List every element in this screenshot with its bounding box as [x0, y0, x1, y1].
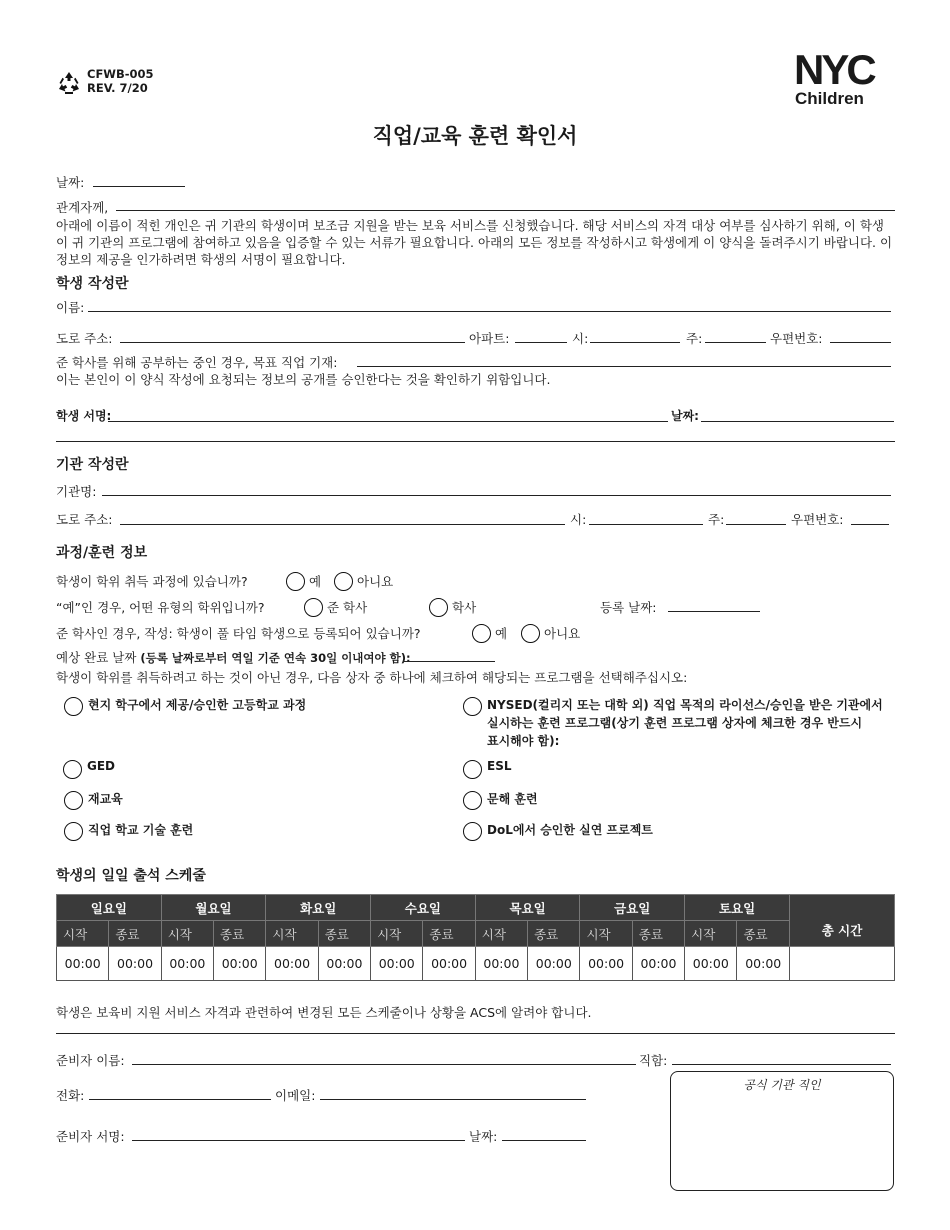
enroll-date-field[interactable]	[668, 611, 760, 612]
intro-paragraph: 아래에 이름이 적힌 개인은 귀 기관의 학생이며 보조금 지원을 받는 보육 서비스를 신청했습니다. 해당 서비스의 자격 대상 여부를 심사하기 위해, 이 학생이 귀 기관의 프로그램에 참여하고 있음을 입증할 수 있는 서류가 필요합니다. 아래의 모든 정보를 작성하시고 학생에게 이 양식을 돌려주시기 바랍니다. 이 정보의 제공을 인가하려면 학생의 서명이 필요합니다.	[56, 218, 893, 267]
recipient-field[interactable]	[116, 210, 895, 211]
schedule-notice: 학생은 보육비 지원 서비스 자격과 관련하여 변경된 모든 스케줄이나 상황을 ACS에 알려야 합니다.	[56, 1005, 592, 1020]
wednesday-start-time[interactable]: 00:00	[371, 947, 423, 981]
apt-label: 아파트:	[469, 331, 510, 346]
date-label: 날짜:	[56, 175, 85, 190]
total-hours-header: 총 시간	[790, 895, 895, 947]
email-label: 이메일:	[275, 1088, 316, 1103]
preparer-date-label: 날짜:	[469, 1129, 498, 1144]
program-highschool-radio[interactable]	[64, 697, 83, 716]
program-ged-radio[interactable]	[63, 760, 82, 779]
agency-name-field[interactable]	[102, 495, 891, 496]
student-name-field[interactable]	[88, 311, 891, 312]
wednesday-end-time[interactable]: 00:00	[423, 947, 475, 981]
student-zip-field[interactable]	[830, 342, 891, 343]
program-esl-radio[interactable]	[463, 760, 482, 779]
completion-note: (등록 날짜로부터 역일 기준 연속 30일 이내여야 함):	[140, 651, 411, 665]
program-retraining-radio[interactable]	[64, 791, 83, 810]
career-goal-label: 준 학사를 위해 공부하는 중인 경우, 목표 직업 기재:	[56, 355, 338, 370]
degree-no-radio[interactable]	[334, 572, 353, 591]
nyc-children-logo	[794, 46, 894, 110]
wednesday-start-header: 시작	[371, 921, 423, 947]
thursday-start-header: 시작	[475, 921, 527, 947]
program-nysed-radio[interactable]	[463, 697, 482, 716]
preparer-title-field[interactable]	[672, 1064, 891, 1065]
student-signature-field[interactable]	[108, 421, 668, 422]
program-nysed-label-1: NYSED(컬리지 또는 대학 외) 직업 목적의 라이선스/승인을 받은 기관에서	[487, 698, 883, 712]
student-state-label: 주:	[686, 331, 703, 346]
completion-date-label	[56, 648, 411, 666]
agency-state-label: 주:	[708, 512, 725, 527]
program-nysed-label-3: 표시해야 함):	[487, 734, 560, 748]
agency-city-label: 시:	[570, 512, 587, 527]
day-tuesday: 화요일	[266, 895, 371, 921]
degree-type-question: “예”인 경우, 어떤 유형의 학위입니까?	[56, 600, 265, 615]
total-hours-field[interactable]	[790, 947, 895, 981]
preparer-name-label: 준비자 이름:	[56, 1053, 125, 1068]
tuesday-start-header: 시작	[266, 921, 318, 947]
fulltime-no-radio[interactable]	[521, 624, 540, 643]
tuesday-start-time[interactable]: 00:00	[266, 947, 318, 981]
preparer-date-field[interactable]	[502, 1140, 586, 1141]
program-instruction: 학생이 학위를 취득하려고 하는 것이 아닌 경우, 다음 상자 중 하나에 체크하여 해당되는 프로그램을 선택해주십시오:	[56, 670, 688, 685]
preparer-signature-field[interactable]	[132, 1140, 465, 1141]
student-city-field[interactable]	[590, 342, 680, 343]
to-whom-label: 관계자께,	[56, 200, 109, 215]
fulltime-question: 준 학사인 경우, 작성: 학생이 풀 타임 학생으로 등록되어 있습니까?	[56, 626, 421, 641]
friday-end-time[interactable]: 00:00	[632, 947, 684, 981]
thursday-end-header: 종료	[528, 921, 580, 947]
program-retraining-label: 재교육	[88, 792, 123, 806]
student-city-label: 시:	[572, 331, 589, 346]
program-dol-radio[interactable]	[463, 822, 482, 841]
consent-text: 이는 본인이 이 양식 작성에 요청되는 정보의 공개를 승인한다는 것을 확인하기 위함입니다.	[56, 372, 551, 387]
saturday-end-time[interactable]: 00:00	[737, 947, 790, 981]
program-vocational-label: 직업 학교 기술 훈련	[88, 823, 194, 837]
program-nysed-label-2: 실시하는 훈련 프로그램(상기 훈련 프로그램 상자에 체크한 경우 반드시	[487, 716, 863, 730]
program-literacy-label: 문해 훈련	[487, 792, 538, 806]
recycle-icon	[56, 70, 82, 96]
degree-yes-label: 예	[309, 574, 322, 589]
program-vocational-radio[interactable]	[64, 822, 83, 841]
program-ged-label: GED	[87, 759, 116, 773]
fulltime-yes-label: 예	[495, 626, 508, 641]
email-field[interactable]	[320, 1099, 586, 1100]
student-address-field[interactable]	[120, 342, 465, 343]
agency-city-field[interactable]	[589, 524, 703, 525]
logo-nyc-text: NYC	[794, 46, 874, 93]
fulltime-no-label: 아니요	[544, 626, 581, 641]
form-revision: REV. 7/20	[87, 81, 148, 95]
student-sign-date-label: 날짜:	[671, 409, 699, 423]
friday-start-header: 시작	[580, 921, 632, 947]
sunday-start-time[interactable]: 00:00	[57, 947, 109, 981]
degree-question: 학생이 학위 취득 과정에 있습니까?	[56, 574, 248, 589]
monday-start-header: 시작	[161, 921, 213, 947]
agency-zip-label: 우편번호:	[791, 512, 844, 527]
day-saturday: 토요일	[685, 895, 790, 921]
associate-label: 준 학사	[327, 600, 368, 615]
monday-end-header: 종료	[214, 921, 266, 947]
sunday-start-header: 시작	[57, 921, 109, 947]
day-sunday: 일요일	[57, 895, 162, 921]
agency-section-heading: 기관 작성란	[56, 457, 129, 473]
agency-address-field[interactable]	[120, 524, 565, 525]
phone-field[interactable]	[89, 1099, 271, 1100]
friday-start-time[interactable]: 00:00	[580, 947, 632, 981]
saturday-end-header: 종료	[737, 921, 790, 947]
preparer-title-label: 직함:	[639, 1053, 668, 1068]
course-section-heading: 과정/훈련 정보	[56, 545, 148, 561]
agency-zip-field[interactable]	[851, 524, 889, 525]
enroll-date-label: 등록 날짜:	[600, 600, 657, 615]
day-friday: 금요일	[580, 895, 685, 921]
section-divider	[56, 441, 895, 442]
completion-label-text: 예상 완료 날짜	[56, 650, 137, 665]
tuesday-end-time[interactable]: 00:00	[318, 947, 370, 981]
logo-children-text: Children	[795, 89, 864, 108]
monday-start-time[interactable]: 00:00	[161, 947, 213, 981]
agency-address-label: 도로 주소:	[56, 512, 113, 527]
sunday-end-time[interactable]: 00:00	[109, 947, 161, 981]
bachelor-label: 학사	[452, 600, 477, 615]
student-sign-date-field[interactable]	[701, 421, 894, 422]
associate-radio[interactable]	[304, 598, 323, 617]
preparer-name-field[interactable]	[132, 1064, 636, 1065]
schedule-heading: 학생의 일일 출석 스케줄	[56, 868, 206, 884]
student-address-label: 도로 주소:	[56, 331, 113, 346]
career-goal-field[interactable]	[357, 366, 891, 367]
program-literacy-radio[interactable]	[463, 791, 482, 810]
thursday-start-time[interactable]: 00:00	[475, 947, 527, 981]
student-zip-label: 우편번호:	[770, 331, 823, 346]
preparer-signature-label: 준비자 서명:	[56, 1129, 125, 1144]
completion-date-field[interactable]	[403, 661, 495, 662]
phone-label: 전화:	[56, 1088, 85, 1103]
preparer-divider	[56, 1033, 895, 1034]
program-dol-label: DoL에서 승인한 실연 프로젝트	[487, 823, 653, 837]
thursday-end-time[interactable]: 00:00	[528, 947, 580, 981]
program-highschool-label: 현지 학구에서 제공/승인한 고등학교 과정	[88, 698, 307, 712]
degree-yes-radio[interactable]	[286, 572, 305, 591]
sunday-end-header: 종료	[109, 921, 161, 947]
date-field[interactable]	[93, 186, 185, 187]
form-code: CFWB-005	[87, 67, 154, 81]
apt-field[interactable]	[515, 342, 567, 343]
degree-no-label: 아니요	[357, 574, 394, 589]
student-section-heading: 학생 작성란	[56, 276, 129, 292]
fulltime-yes-radio[interactable]	[472, 624, 491, 643]
agency-name-label: 기관명:	[56, 484, 97, 499]
day-monday: 월요일	[161, 895, 266, 921]
student-signature-label: 학생 서명:	[56, 409, 112, 423]
page-title: 직업/교육 훈련 확인서	[372, 124, 578, 148]
friday-end-header: 종료	[632, 921, 684, 947]
official-stamp-box[interactable]	[670, 1071, 894, 1191]
student-name-label: 이름:	[56, 300, 85, 315]
official-stamp-label: 공식 기관 직인	[743, 1078, 821, 1092]
schedule-table	[56, 894, 895, 981]
student-state-field[interactable]	[705, 342, 766, 343]
monday-end-time[interactable]: 00:00	[214, 947, 266, 981]
agency-state-field[interactable]	[726, 524, 786, 525]
tuesday-end-header: 종료	[318, 921, 370, 947]
day-thursday: 목요일	[475, 895, 580, 921]
program-esl-label: ESL	[487, 759, 512, 773]
wednesday-end-header: 종료	[423, 921, 475, 947]
bachelor-radio[interactable]	[429, 598, 448, 617]
saturday-start-header: 시작	[685, 921, 737, 947]
saturday-start-time[interactable]: 00:00	[685, 947, 737, 981]
day-wednesday: 수요일	[371, 895, 476, 921]
